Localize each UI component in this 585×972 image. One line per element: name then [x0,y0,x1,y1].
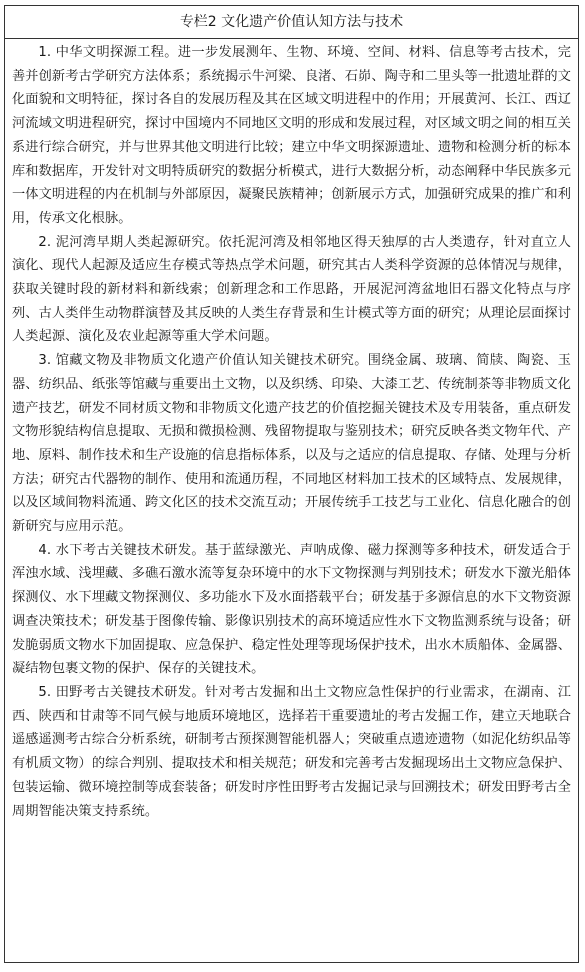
box-content [5,39,578,823]
paragraph-4: 4. 水下考古关键技术研发。基于蓝绿激光、声呐成像、磁力探测等多种技术，研发适合于浑浊水域、浅埋藏、多礁石激水流等复杂环境中的水下文物探测与判别技术；研发水下激光船体探测仪、水下埋藏文物探测仪、多功能水下及水面搭载平台；研发基于多源信息的水下文物资源调查决策技术；研发基于图像传输、影像识别技术的高环境适应性水下文物监测系统与设备；研发脆弱质文物水下加固提取、应急保护、稳定性处理等现场保护技术，出水木质船体、金属器、凝结物包裹文物的保护、保存的关键技术。 [12,542,571,677]
paragraph-3: 3. 馆藏文物及非物质文化遗产价值认知关键技术研究。围绕金属、玻璃、简牍、陶瓷、玉器、纺织品、纸张等馆藏与重要出土文物，以及织绣、印染、大漆工艺、传统制茶等非物质文化遗产技艺，研发不同材质文物和非物质文化遗产技艺的价值挖掘关键技术及专用装备，重点研发文物形貌结构信息提取、无损和微损检测、残留物提取与鉴别技术；研究反映各类文物年代、产地、原料、制作技术和生产设施的信息指标体系，以及与之适应的信息提取、存储、处理与分析方法；研究古代器物的制作、使用和流通历程，不同地区材料加工技术的区域特点、发展规律，以及区域间物料流通、跨文化区的技术交流互动；开展传统手工技艺与工业化、信息化融合的创新研究与应用示范。 [12,353,571,535]
box-title: 专栏2 文化遗产价值认知方法与技术 [5,6,578,39]
paragraph-1: 1. 中华文明探源工程。进一步发展测年、生物、环境、空间、材料、信息等考古技术，完善并创新考古学研究方法体系；系统揭示牛河梁、良渚、石峁、陶寺和二里头等一批遗址群的文化面貌和文明特征，探讨各自的发展历程及其在区域文明进程中的作用；开展黄河、长江、西辽河流域文明进程研究，探讨中国境内不同地区文明的形成和发展过程，对区域文明之间的相互关系进行综合研究，并与世界其他文明进行比较；建立中华文明探源遗址、遗物和检测分析的标本库和数据库，开发针对文明特质研究的数据分析模式，进行大数据分析，动态阐释中华民族多元一体文明进程的内在机制与外部原因，凝聚民族精神；创新展示方式，加强研究成果的推广和利用，传承文化根脉。 [12,45,571,226]
feature-box [4,5,579,963]
paragraph-2: 2. 泥河湾早期人类起源研究。依托泥河湾及相邻地区得天独厚的古人类遗存，针对直立人演化、现代人起源及适应生存模式等热点学术问题，研究其古人类科学资源的总体情况与规律，获取关键时段的新材料和新线索；创新理念和工作思路，开展泥河湾盆地旧石器文化特点与序列、古人类伴生动物群演替及其反映的人类生存背景和生计模式等方面的研究；从理论层面探讨人类起源、演化及农业起源等重大学术问题。 [12,234,571,345]
paragraph-5: 5. 田野考古关键技术研发。针对考古发掘和出土文物应急性保护的行业需求，在湖南、江西、陕西和甘肃等不同气候与地质环境地区，选择若干重要遗址的考古发掘工作，建立天地联合遥感遥测考古综合分析系统，研制考古预探测智能机器人；突破重点遗迹遗物（如泥化纺织品等有机质文物）的综合判别、提取技术和相关规范；研发和完善考古发掘现场出土文物应急保护、包装运输、微环境控制等成套装备；研发时序性田野考古发掘记录与回溯技术；研发田野考古全周期智能决策支持系统。 [12,684,571,819]
